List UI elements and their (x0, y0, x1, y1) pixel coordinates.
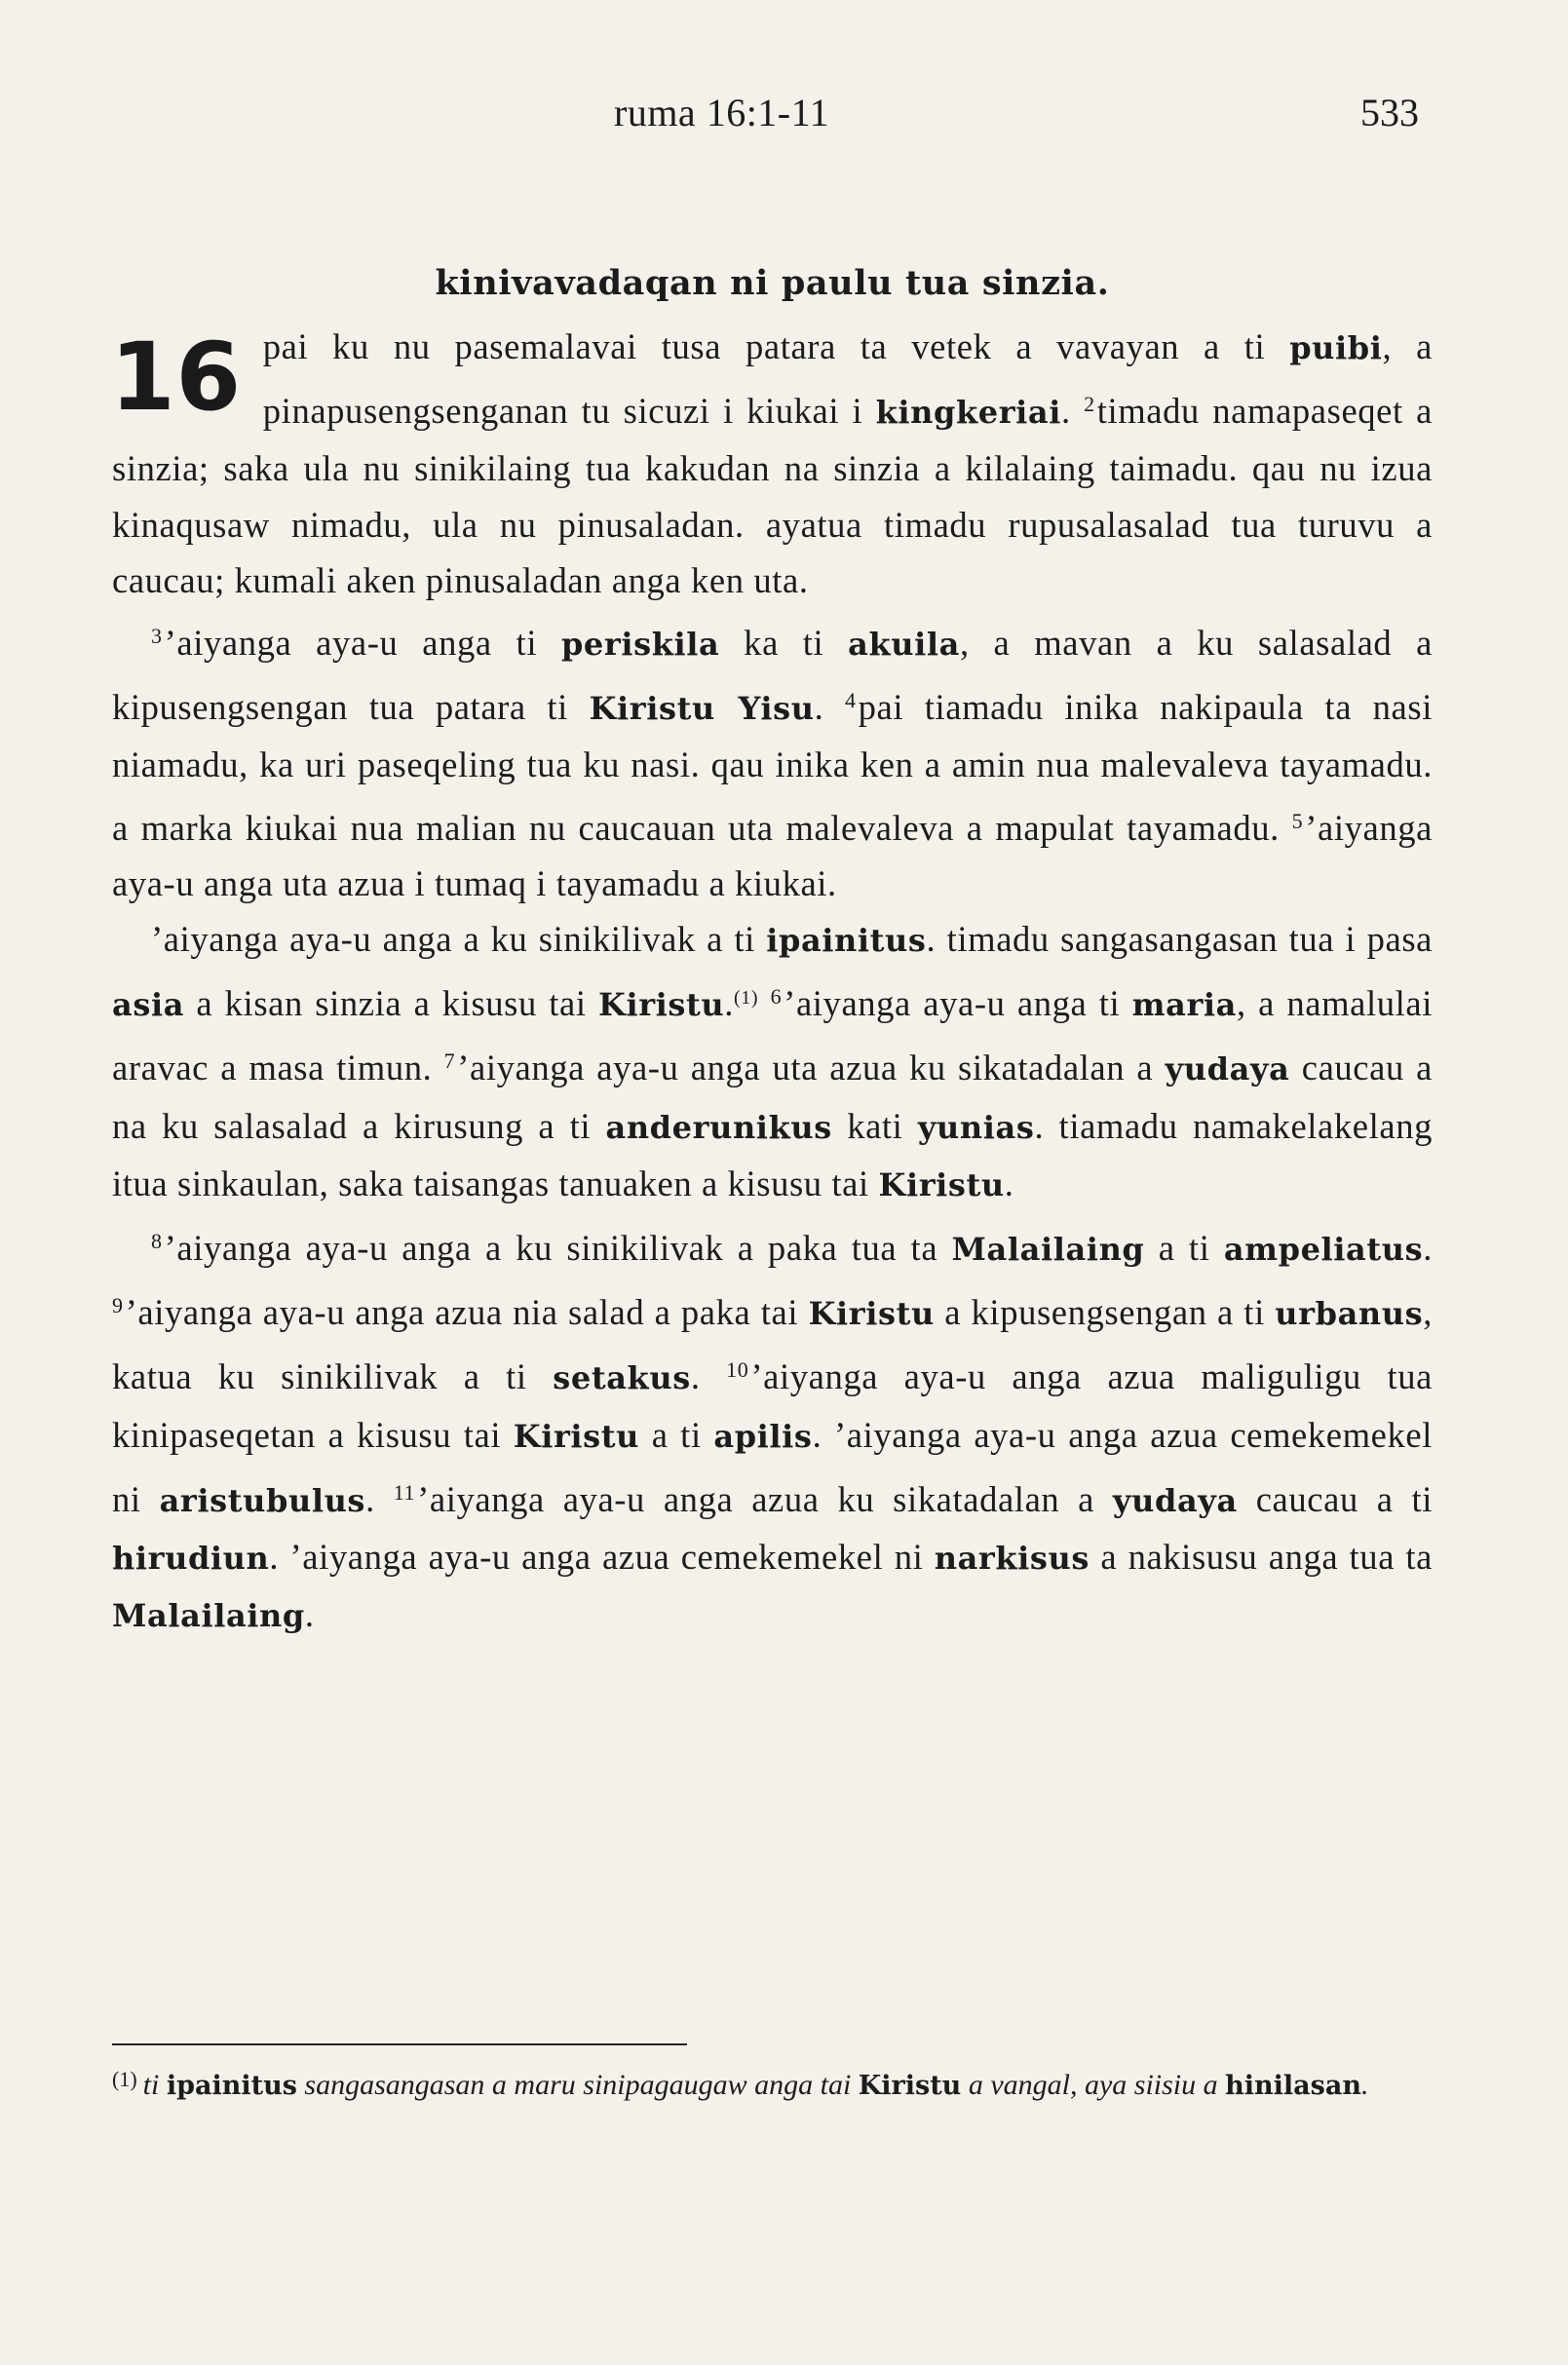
name-kiristu: Kiristu (878, 1165, 1005, 1203)
verse-5-text: a kisan sinzia a kisusu tai (184, 983, 599, 1024)
verse-5-text: ’aiyanga aya-u anga a ku sinikilivak a ti (151, 919, 767, 960)
name-ipainitus: ipainitus (166, 2071, 297, 2101)
verse-10-text: . ’aiyanga aya-u anga azua cemekemekel ni (112, 1414, 1433, 1519)
verse-3-text: . (814, 687, 845, 728)
name-puibi: puibi (1289, 329, 1383, 366)
verse-8-text: . (1423, 1228, 1433, 1269)
footnote-marker[interactable]: (1) (734, 987, 759, 1010)
running-head-title: ruma 16:1-11 (614, 91, 830, 134)
name-yunias: yunias (917, 1108, 1035, 1146)
verse-2-text: timadu namapaseqet a sinzia; saka ula nu sinikilaing tua kakudan na sinzia a kilalaing taimadu. qau nu izua kinaqusaw nimadu, ula nu pinusaladan. ayatua timadu rupusalasalad tua turuvu a caucau; kumali aken pinusaladan anga ken uta. (112, 391, 1433, 600)
verse-9-text: a kipusengsengan a ti (934, 1292, 1276, 1333)
name-akuila: akuila (848, 626, 960, 664)
verse-1-text: , a pinapusengsenganan tu sicuzi i kiukai i (262, 326, 1433, 432)
verse-9-text: , katua ku sinikilivak a ti (112, 1292, 1433, 1397)
verse-5-text: . (724, 983, 735, 1024)
verse-number: 7 (443, 1049, 456, 1074)
verse-5-text: ’aiyanga aya-u anga uta azua i tumaq i tayamadu a kiukai. (112, 807, 1433, 903)
paragraph-2 (112, 608, 1433, 911)
footnote (112, 2056, 1433, 2110)
name-narkisus: narkisus (934, 1540, 1090, 1578)
verse-10-text: ’aiyanga aya-u anga azua maliguligu tua kinipaseqetan a kisusu tai (112, 1356, 1433, 1455)
paragraph-1 (112, 319, 1433, 608)
footnote-number: (1) (112, 2067, 137, 2091)
footnote-text: ti (142, 2069, 167, 2101)
name-kiristu: Kiristu (858, 2071, 962, 2101)
running-head (0, 90, 1568, 148)
verse-7-text: . (1004, 1163, 1014, 1203)
verse-1-text: pai ku nu pasemalavai tusa patara ta vetek a vavayan a ti (262, 326, 1290, 366)
verse-7-text: ’aiyanga aya-u anga uta azua ku sikatadalan a (457, 1048, 1166, 1088)
body-text (112, 239, 1433, 1644)
verse-11-text: . (304, 1594, 315, 1635)
verse-11-text: caucau a ti (1237, 1478, 1433, 1519)
verse-7-text: caucau a na ku salasalad a kirusung a ti (112, 1048, 1433, 1146)
name-yudaya: yudaya (1112, 1481, 1238, 1519)
verse-number: 11 (393, 1479, 416, 1505)
name-anderunikus: anderunikus (605, 1108, 832, 1146)
footnote-divider (112, 2043, 687, 2045)
section-heading: kinivavadaqan ni paulu tua sinzia. (435, 263, 1110, 303)
verse-9-text: ’aiyanga aya-u anga azua nia salad a paka tai (125, 1292, 809, 1333)
verse-5-text: . timadu sangasangasan tua i pasa (926, 919, 1433, 960)
verse-3-text: ’aiyanga aya-u anga ti (164, 623, 561, 664)
name-setakus: setakus (553, 1359, 691, 1397)
verse-number: 3 (151, 624, 163, 649)
name-kiristu-yisu: Kiristu Yisu (589, 690, 815, 728)
footnote-text: . (1361, 2069, 1369, 2101)
page-number: 533 (1360, 91, 1419, 134)
verse-11-text: ’aiyanga aya-u anga azua ku sikatadalan a (417, 1478, 1113, 1519)
name-aristubulus: aristubulus (159, 1481, 366, 1519)
place-kingkeriai: kingkeriai (875, 394, 1062, 432)
verse-11-text: a nakisusu anga tua ta (1090, 1537, 1433, 1578)
name-apilis: apilis (713, 1417, 813, 1455)
name-yudaya: yudaya (1165, 1050, 1290, 1088)
name-maria: maria (1131, 986, 1237, 1024)
verse-6-text: , a namalulai aravac a masa timun. (112, 983, 1433, 1088)
name-malailaing: Malailaing (951, 1231, 1145, 1269)
verse-7-text: . tiamadu namakelakelang itua sinkaulan, saka taisangas tanuaken a kisusu tai (112, 1105, 1433, 1203)
verse-number: 2 (1084, 392, 1095, 417)
verse-number: 6 (770, 984, 783, 1010)
word-hinilasan: hinilasan (1225, 2071, 1361, 2101)
name-urbanus: urbanus (1275, 1295, 1424, 1333)
verse-8-text: ’aiyanga aya-u anga a ku sinikilivak a paka tua ta (164, 1228, 952, 1269)
verse-number: 9 (112, 1293, 124, 1318)
name-kiristu: Kiristu (598, 986, 725, 1024)
name-hirudiun: hirudiun (112, 1540, 270, 1578)
verse-3-text: ka ti (719, 623, 849, 664)
chapter-number: 16 (110, 323, 242, 432)
name-ampeliatus: ampeliatus (1223, 1231, 1424, 1269)
verse-3-text: , a mavan a ku salasalad a kipusengsengan tua patara ti (112, 623, 1433, 728)
verse-4-text: pai tiamadu inika nakipaula ta nasi niamadu, ka uri paseqeling tua ku nasi. qau inika ken a amin nua malevaleva tayamadu. a marka kiukai nua malian nu caucauan uta malevaleva a mapulat tayamadu. (112, 687, 1433, 848)
name-kiristu: Kiristu (808, 1295, 935, 1333)
verse-number: 4 (845, 688, 857, 713)
verse-6-text: ’aiyanga aya-u anga ti (784, 983, 1132, 1024)
verse-7-text: kati (831, 1105, 918, 1146)
verse-number: 10 (726, 1357, 749, 1383)
name-ipainitus: ipainitus (766, 922, 927, 960)
verse-8-text: a ti (1144, 1228, 1224, 1269)
place-asia: asia (112, 986, 185, 1024)
verse-number: 5 (1291, 808, 1304, 833)
verse-10-text: a ti (639, 1414, 714, 1455)
verse-11-text: . ’aiyanga aya-u anga azua cemekemekel ni (269, 1537, 935, 1578)
verse-number: 8 (151, 1229, 163, 1254)
paragraph-4 (112, 1213, 1433, 1644)
name-kiristu: Kiristu (513, 1417, 640, 1455)
name-periskila: periskila (560, 626, 720, 664)
footnote-text: sangasangasan a maru sinipagaugaw anga tai (296, 2069, 859, 2101)
verse-9-text: . (690, 1356, 727, 1397)
paragraph-3 (112, 911, 1433, 1213)
verse-1-text: . (1061, 391, 1085, 432)
verse-10-text: . (365, 1478, 394, 1519)
name-malailaing: Malailaing (112, 1597, 305, 1635)
footnote-text: a vangal, aya siisiu a (961, 2069, 1226, 2101)
